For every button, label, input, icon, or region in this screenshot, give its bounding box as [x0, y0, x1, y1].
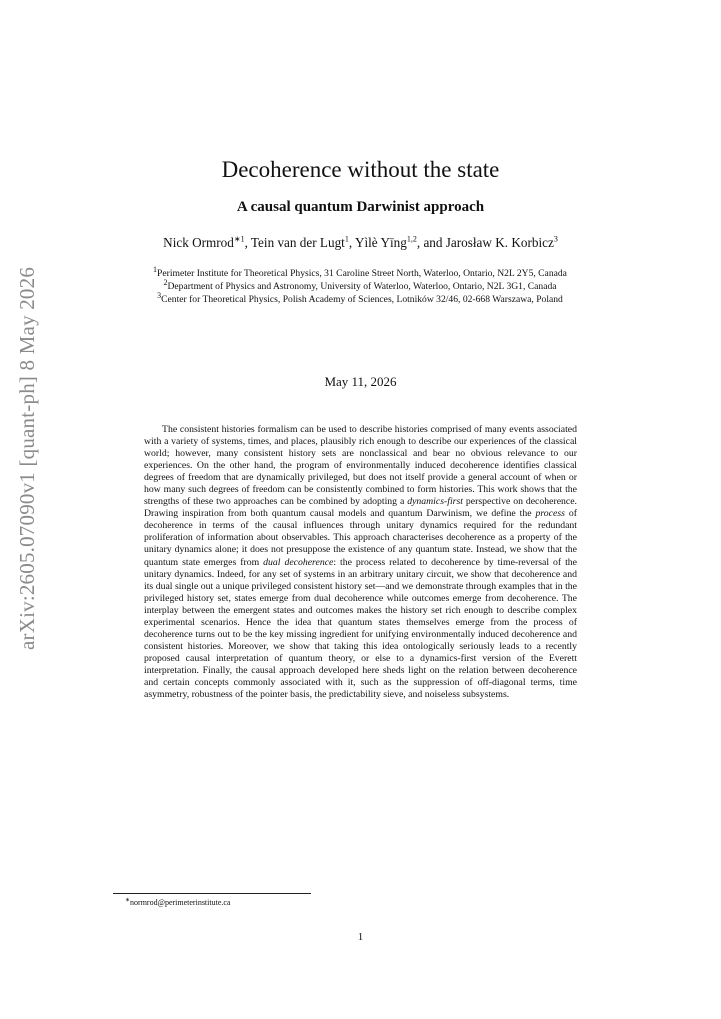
abstract-emphasis: process: [535, 508, 565, 520]
affiliation-mark: 1: [153, 264, 158, 274]
abstract-text: The consistent histories formalism can be used to describe histories comprised of many events associated with a variety of systems, times, and places, plausibly rich enough to describe our experiences of the classical world; however, many consistent history sets are nonclassical and bear no obvious relevance to our experiences. On the other hand, the program of environmentally induced decoherence identifies classical degrees of freedom that are dynamically privileged, but does not itself provide a general account of when or how many such degrees of freedom can be consistently combined to form histories. This work shows that the strengths of these two approaches can be combined by adopting a: [144, 424, 577, 508]
arxiv-identifier: arXiv:2605.07090v1 [quant-ph] 8 May 2026: [15, 266, 39, 650]
abstract: [144, 424, 577, 701]
footnote-mark: ∗: [125, 897, 131, 904]
footnote-email: normrod@perimeterinstitute.ca: [130, 898, 231, 907]
abstract-text: of decoherence in terms of the causal influences through unitary dynamics required for the redundant proliferation of information about observables. This approach characterises decoherence as a property of the unitary dynamics alone; it does not presuppose the existence of any quantum state. Instead, we show that the quantum state emerges from: [144, 508, 577, 568]
affiliation: [110, 290, 610, 307]
affiliation: [110, 264, 610, 281]
abstract-text: perspective on decoherence. Drawing inspiration from both quantum causal models and quantum Darwinism, we define the: [144, 496, 577, 520]
footnote: [125, 898, 230, 907]
affiliation-text: Perimeter Institute for Theoretical Physics, 31 Caroline Street North, Waterloo, Ontario, N2L 2Y5, Canada: [157, 268, 567, 279]
paper-date: May 11, 2026: [324, 374, 397, 389]
paper-subtitle: A causal quantum Darwinist approach: [236, 199, 485, 215]
author-list: [0, 235, 721, 251]
author-separator: , and: [416, 235, 446, 250]
paper-title: Decoherence without the state: [221, 157, 500, 182]
author-separator: ,: [244, 235, 251, 250]
author-name: Nick Ormrod: [163, 235, 234, 250]
author-name: Yìlè Yīng: [354, 235, 407, 250]
author-affiliation-mark: ∗1: [233, 234, 245, 244]
author-affiliation-mark: 1,2: [406, 234, 417, 244]
author-name: Jarosław K. Korbicz: [445, 235, 554, 250]
affiliation-mark: 3: [157, 290, 162, 300]
affiliation: [110, 277, 610, 294]
page-number: 1: [357, 931, 364, 943]
affiliation-text: Center for Theoretical Physics, Polish Academy of Sciences, Lotników 32/46, 02-668 Warszawa, Poland: [161, 293, 563, 305]
author-affiliation-mark: 1: [344, 234, 349, 244]
abstract-text: : the process related to decoherence by time-reversal of the unitary dynamics. Indeed, for any set of systems in an arbitrary unitary circuit, we show that decoherence and its dual single out a unique privileged consistent history set—and we demonstrate through examples that in the privileged history set, states emerge from dual decoherence while outcomes emerge from decoherence. The interplay between the emergent states and outcomes makes the history set rich enough to describe complex experimental scenarios. Hence the idea that quantum states themselves emerge from the process of decoherence turns out to be the key missing ingredient for unifying environmentally induced decoherence and consistent histories. Moreover, we show that taking this idea ontologically seriously leads to a recently proposed causal interpretation of quantum theory, or else to a dynamics-first version of the Everett interpretation. Finally, the causal approach developed here sheds light on the relation between decoherence and certain concepts commonly associated with it, such as the suppression of off-diagonal terms, time asymmetry, robustness of the pointer basis, the predictability sieve, and noiseless subsystems.: [144, 556, 578, 701]
affiliation-mark: 2: [163, 277, 168, 287]
footnote-divider: [113, 893, 311, 894]
affiliations: [110, 264, 610, 307]
author-affiliation-mark: 3: [553, 234, 558, 244]
affiliation-text: Department of Physics and Astronomy, University of Waterloo, Waterloo, Ontario, N2L 3G1, Canada: [167, 280, 557, 292]
author-separator: ,: [348, 235, 355, 250]
author-name: Tein van der Lugt: [250, 235, 345, 250]
abstract-emphasis: dynamics-first: [407, 496, 463, 508]
abstract-emphasis: dual decoherence: [263, 556, 334, 568]
